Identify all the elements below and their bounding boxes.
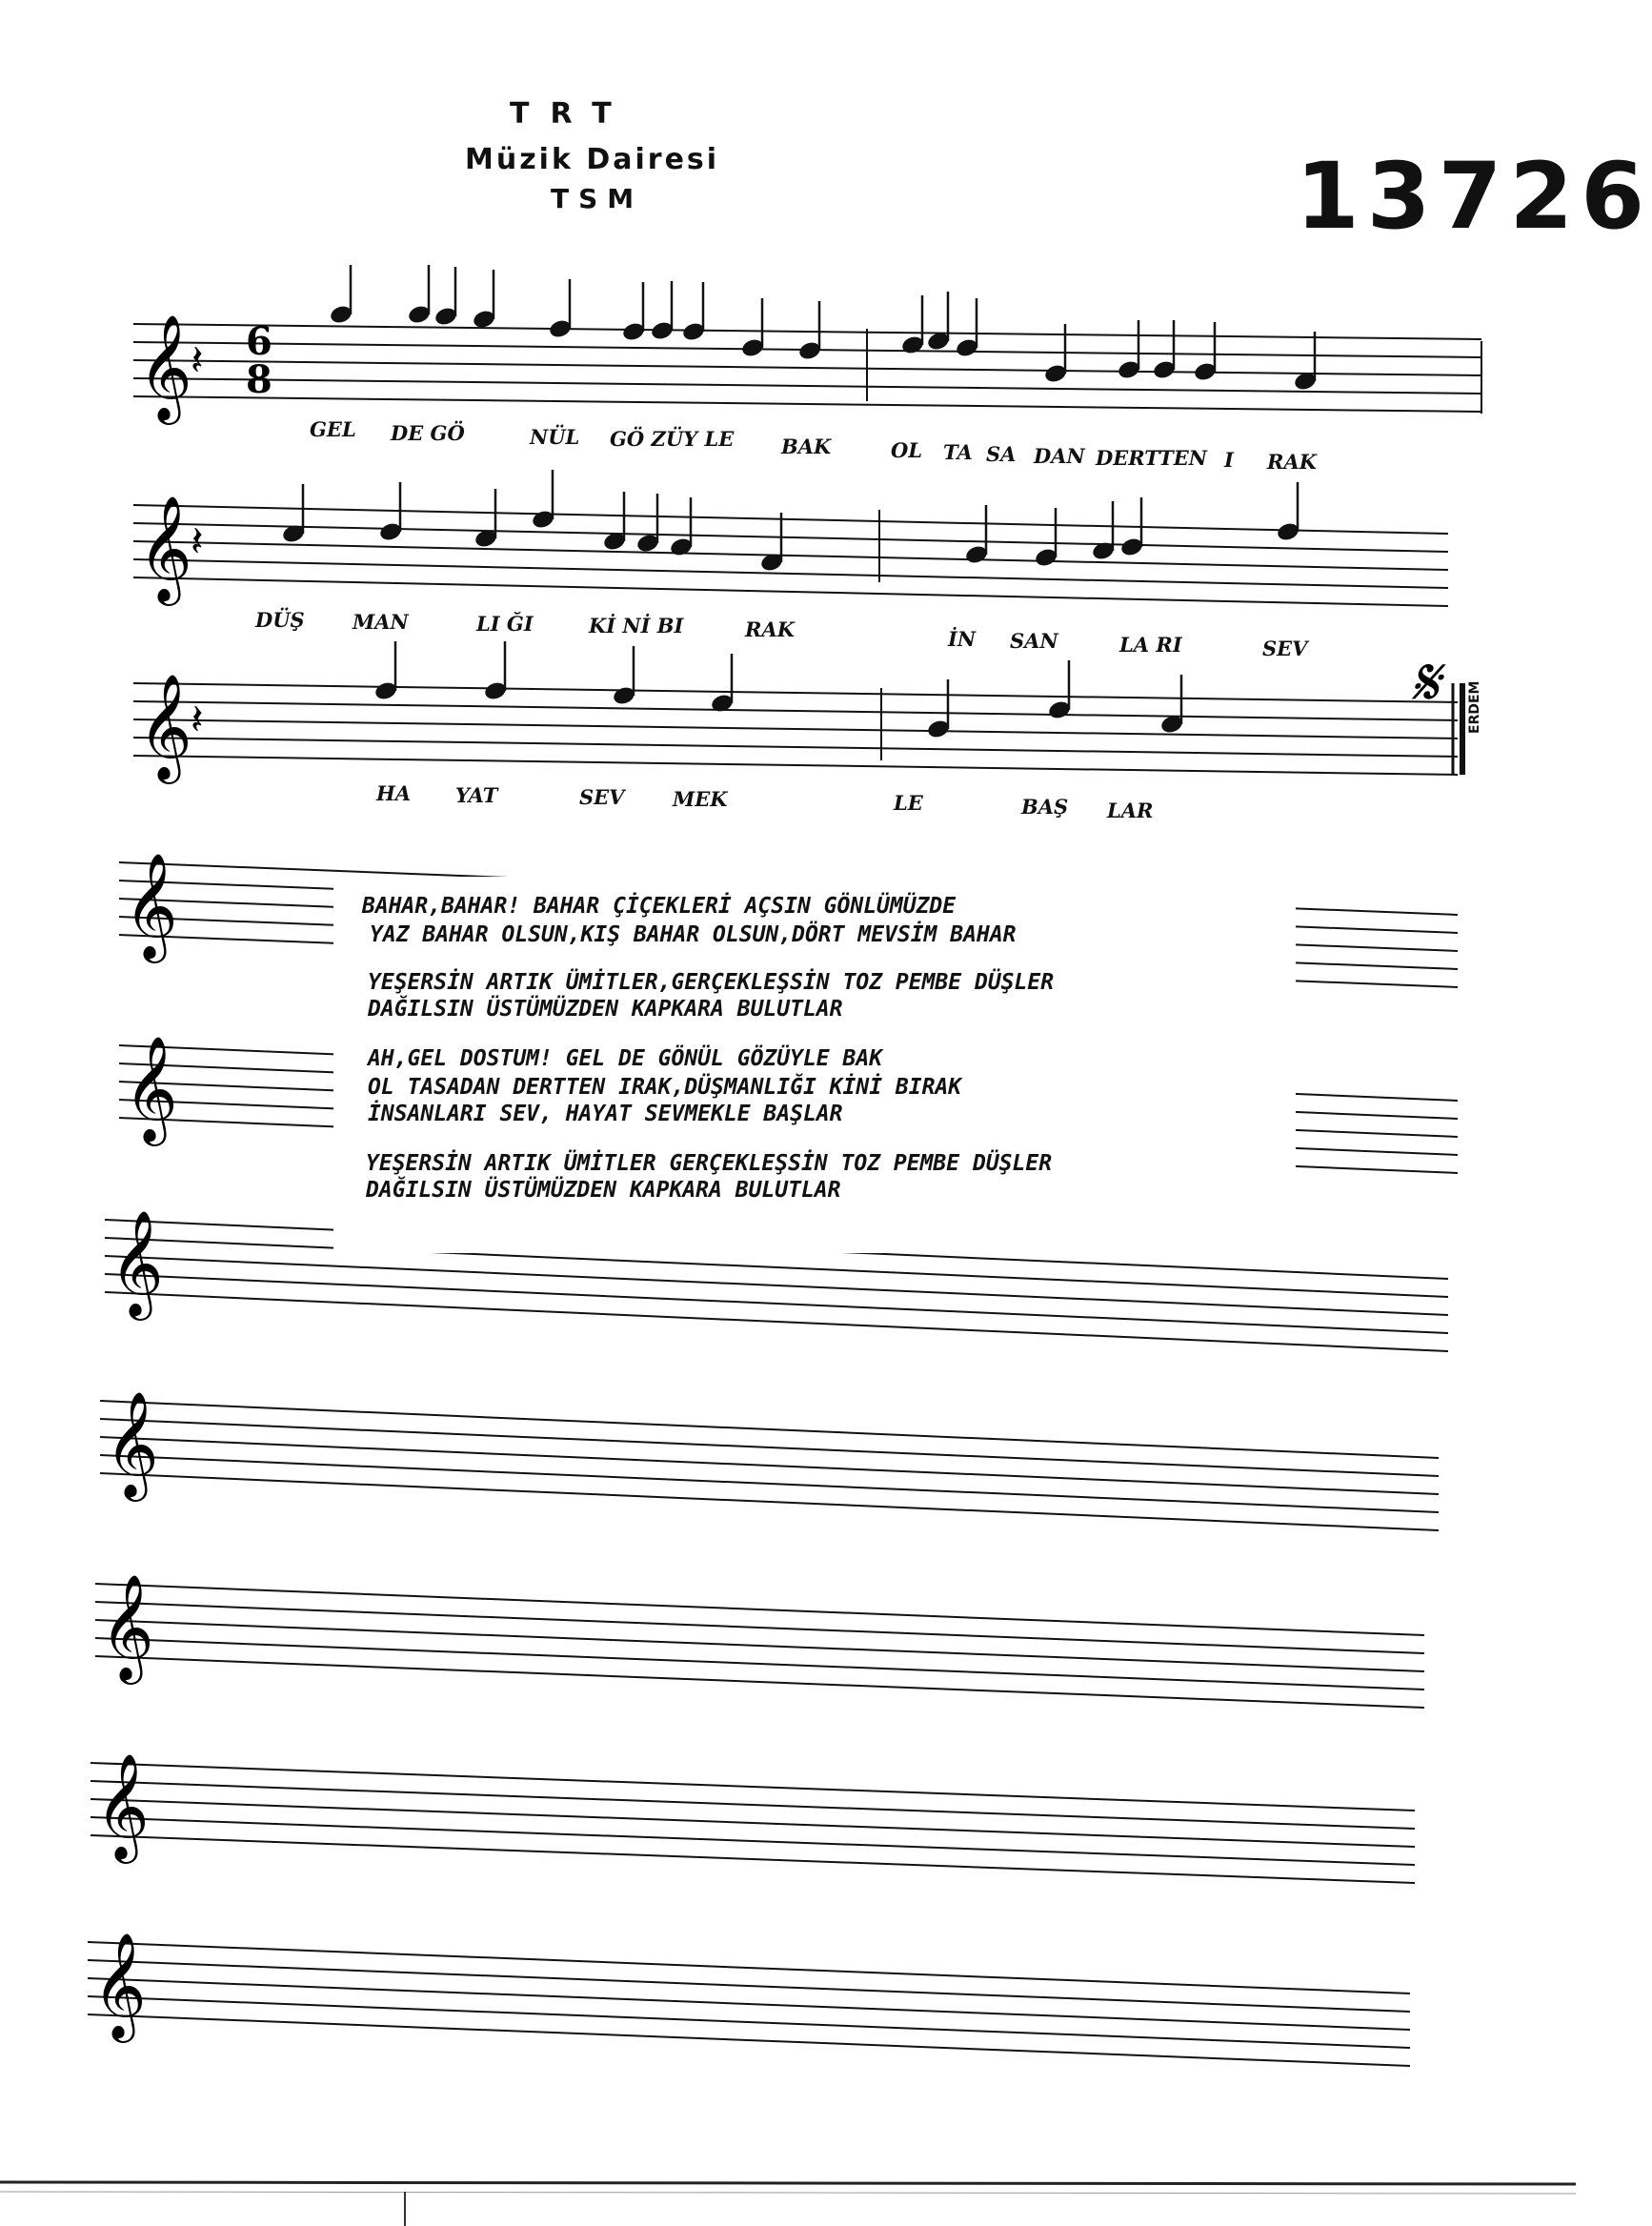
lyric-syllable: SA xyxy=(986,442,1017,466)
verse-line: YEŞERSİN ARTIK ÜMİTLER,GERÇEKLEŞSİN TOZ PEMBE DÜŞLER xyxy=(368,970,1055,995)
lyric-syllable: YAT xyxy=(455,783,498,807)
lyric-syllable: TA xyxy=(943,440,973,464)
staff-line xyxy=(133,683,1458,702)
verse-line: DAĞILSIN ÜSTÜMÜZDEN KAPKARA BULUTLAR xyxy=(368,997,843,1022)
lyrics-line-1 xyxy=(310,417,1318,474)
quarter-rest-icon: 𝄽 xyxy=(191,336,204,385)
scan-edge-line xyxy=(0,2182,1576,2184)
treble-clef-icon: 𝄞 xyxy=(138,314,192,420)
staff-line xyxy=(133,719,1458,739)
lyric-syllable: DÜŞ xyxy=(255,608,305,632)
lyric-syllable: LAR xyxy=(1107,799,1154,822)
verse-line: YEŞERSİN ARTIK ÜMİTLER GERÇEKLEŞSİN TOZ PEMBE DÜŞLER xyxy=(366,1151,1053,1176)
treble-clef-icon: 𝄞 xyxy=(100,1573,154,1680)
verse-line: DAĞILSIN ÜSTÜMÜZDEN KAPKARA BULUTLAR xyxy=(366,1178,841,1203)
lyric-syllable: NÜL xyxy=(530,425,580,449)
treble-clef-icon: 𝄞 xyxy=(105,1390,159,1497)
staff-line xyxy=(133,559,1448,588)
institution-stamp: TRT xyxy=(510,97,633,131)
staff-line xyxy=(100,1473,1439,1530)
lyrics-line-2 xyxy=(254,608,1310,660)
time-signature-bottom: 8 xyxy=(246,357,272,402)
staff-line xyxy=(133,324,1481,339)
department-stamp: Müzik Dairesi xyxy=(465,143,720,176)
lyric-syllable: BAK xyxy=(781,435,832,458)
lyrics-line-3 xyxy=(375,781,1154,822)
treble-clef-icon: 𝄞 xyxy=(138,495,192,601)
scan-edge-line xyxy=(0,2192,1576,2194)
staff-line xyxy=(91,1817,1415,1865)
treble-clef-icon: 𝄞 xyxy=(95,1752,150,1859)
lyric-syllable: OL xyxy=(891,438,923,462)
staff-line xyxy=(133,701,1458,720)
treble-clef-icon: 𝄞 xyxy=(124,1035,178,1142)
lyric-syllable: LE xyxy=(894,791,923,815)
verse-line: AH,GEL DOSTUM! GEL DE GÖNÜL GÖZÜYLE BAK xyxy=(368,1046,883,1071)
lyric-syllable: MEK xyxy=(673,787,728,811)
lyrics-verse-box xyxy=(333,877,1296,1253)
staff-line xyxy=(133,396,1481,412)
staff-line xyxy=(100,1437,1439,1494)
quarter-rest-icon: 𝄽 xyxy=(191,696,204,744)
time-signature-top: 6 xyxy=(246,319,272,364)
staff-line xyxy=(133,756,1458,775)
lyric-syllable: DAN xyxy=(1034,444,1085,468)
staff-line xyxy=(133,378,1481,394)
treble-clef-icon: 𝄞 xyxy=(92,1932,147,2038)
lyric-syllable: SEV xyxy=(1262,637,1308,660)
lyric-syllable: LA RI xyxy=(1119,633,1182,657)
segno-sign: 𝄋 xyxy=(1410,643,1440,721)
staff-line xyxy=(133,541,1448,570)
verse-line: BAHAR,BAHAR! BAHAR ÇİÇEKLERİ AÇSIN GÖNLÜMÜZDE xyxy=(362,894,957,919)
section-stamp: TSM xyxy=(551,183,644,214)
staff-line xyxy=(100,1455,1439,1512)
lyric-syllable: SAN xyxy=(1010,629,1058,653)
document-number: 13726 xyxy=(1296,143,1652,250)
lyric-syllable: I xyxy=(1224,448,1234,472)
lyric-syllable: LI ĞI xyxy=(476,612,534,636)
lyric-syllable: RAK xyxy=(1267,450,1317,474)
staff-line xyxy=(105,1256,1448,1315)
verse-line: YAZ BAHAR OLSUN,KIŞ BAHAR OLSUN,DÖRT MEVSİM BAHAR xyxy=(370,922,1017,947)
lyric-syllable: DERTTEN xyxy=(1096,446,1208,470)
staff-line xyxy=(105,1274,1448,1333)
staff-line xyxy=(100,1401,1439,1458)
treble-clef-icon: 𝄞 xyxy=(124,852,178,959)
lyric-syllable: SEV xyxy=(579,785,625,809)
composer-signature: ERDEM xyxy=(1467,680,1482,734)
lyric-syllable: Kİ Nİ BI xyxy=(589,614,684,637)
staff-line xyxy=(133,360,1481,375)
verse-line: İNSANLARI SEV, HAYAT SEVMEKLE BAŞLAR xyxy=(368,1102,843,1126)
lyric-syllable: BAŞ xyxy=(1021,795,1069,819)
lyric-syllable: İN xyxy=(948,627,977,651)
lyric-syllable: RAK xyxy=(745,617,795,641)
staff-line xyxy=(133,738,1458,757)
staff-line xyxy=(91,1781,1415,1829)
staff-line xyxy=(105,1292,1448,1351)
staff-line xyxy=(133,523,1448,552)
treble-clef-icon: 𝄞 xyxy=(138,673,192,779)
staff-line xyxy=(133,505,1448,534)
lyric-syllable: DE GÖ xyxy=(391,421,465,445)
staff-line xyxy=(133,577,1448,606)
staff-line xyxy=(91,1835,1415,1883)
quarter-rest-icon: 𝄽 xyxy=(191,517,204,566)
lyric-syllable: HA xyxy=(376,781,412,805)
lyric-syllable: MAN xyxy=(353,610,409,634)
verse-line: OL TASADAN DERTTEN IRAK,DÜŞMANLIĞI KİNİ BIRAK xyxy=(368,1075,962,1100)
lyric-syllable: GEL xyxy=(310,417,356,441)
staff-line xyxy=(100,1419,1439,1476)
staff-line xyxy=(91,1799,1415,1847)
treble-clef-icon: 𝄞 xyxy=(110,1209,164,1316)
lyric-syllable: GÖ ZÜY LE xyxy=(610,427,735,451)
staff-line xyxy=(91,1763,1415,1811)
